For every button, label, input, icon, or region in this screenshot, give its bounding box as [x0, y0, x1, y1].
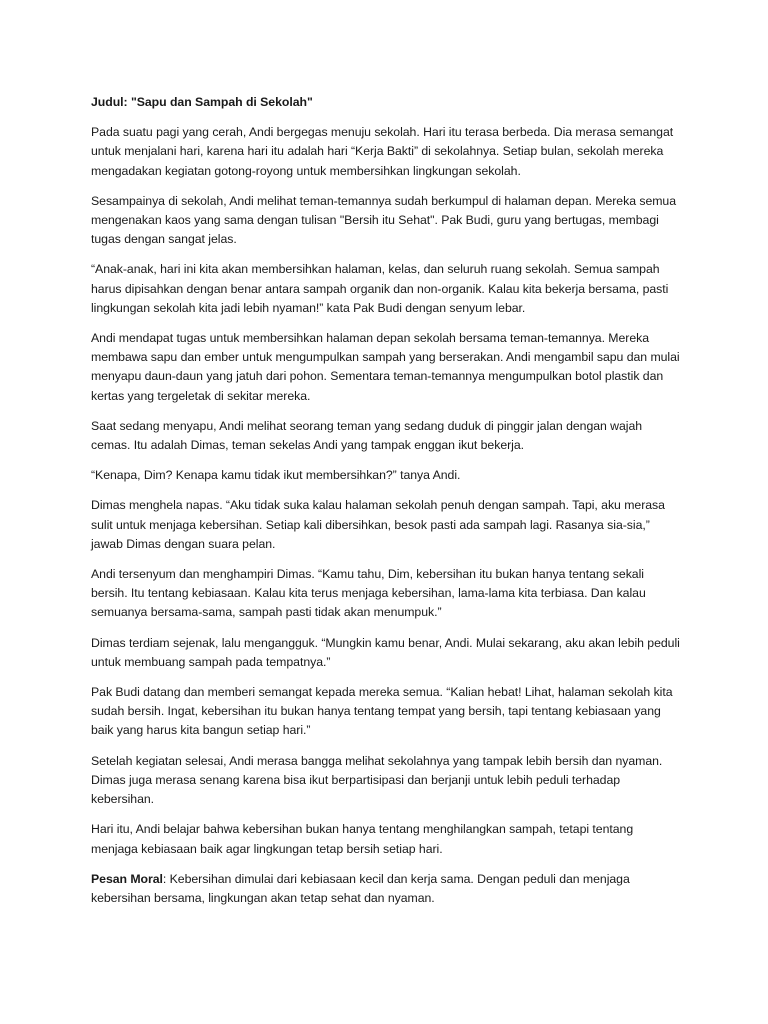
paragraph-12: Hari itu, Andi belajar bahwa kebersihan bukan hanya tentang menghilangkan sampah, tetapi tentang menjaga kebiasaan baik agar lingkungan tetap bersih setiap hari.	[91, 822, 634, 856]
moral-text: : Kebersihan dimulai dari kebiasaan kecil dan kerja sama. Dengan peduli dan menjaga kebersihan bersama, lingkungan akan tetap sehat dan nyaman.	[91, 871, 630, 905]
paragraph-5: Saat sedang menyapu, Andi melihat seorang teman yang sedang duduk di pinggir jalan dengan wajah cemas. Itu adalah Dimas, teman sekelas Andi yang tampak enggan ikut bekerja.	[91, 418, 643, 453]
paragraph-10: Pak Budi datang dan memberi semangat kepada mereka semua. “Kalian hebat! Lihat, halaman sekolah kita sudah bersih. Ingat, kebersihan itu bukan hanya tentang tempat yang bersih, tapi tentang kebiasaan yang baik yang harus kita bangun setiap hari.”	[91, 685, 673, 738]
moral-label: Pesan Moral	[91, 871, 163, 886]
moral-paragraph	[91, 870, 681, 908]
paragraph-1: Pada suatu pagi yang cerah, Andi bergegas menuju sekolah. Hari itu terasa berbeda. Dia merasa semangat untuk menjalani hari, karena hari itu adalah hari “Kerja Bakti” di sekolahnya. Setiap bulan, sekolah mereka mengadakan kegiatan gotong-royong untuk membersihkan lingkungan sekolah.	[91, 125, 674, 178]
paragraph-2: Sesampainya di sekolah, Andi melihat teman-temannya sudah berkumpul di halaman depan. Mereka semua mengenakan kaos yang sama dengan tulisan "Bersih itu Sehat". Pak Budi, guru yang bertugas, membagi tugas dengan sangat jelas.	[91, 193, 677, 247]
paragraph-8: Andi tersenyum dan menghampiri Dimas. “Kamu tahu, Dim, kebersihan itu bukan hanya tentang sekali bersih. Itu tentang kebiasaan. Kalau kita terus menjaga kebersihan, lama-lama kita terbiasa. Dan kalau semuanya bersama-sama, sampah pasti tidak akan menumpuk.”	[91, 567, 646, 620]
paragraph-7: Dimas menghela napas. “Aku tidak suka kalau halaman sekolah penuh dengan sampah. Tapi, aku merasa sulit untuk menjaga kebersihan. Setiap kali dibersihkan, besok pasti ada sampah lagi. Rasanya sia-sia,” jawab Dimas dengan suara pelan.	[91, 498, 665, 551]
paragraph-11: Setelah kegiatan selesai, Andi merasa bangga melihat sekolahnya yang tampak lebih bersih dan nyaman. Dimas juga merasa senang karena bisa ikut berpartisipasi dan berjanji untuk lebih peduli terhadap kebersihan.	[91, 753, 663, 807]
paragraph-4: Andi mendapat tugas untuk membersihkan halaman depan sekolah bersama teman-temannya. Mereka membawa sapu dan ember untuk mengumpulkan sampah yang berserakan. Andi mengambil sapu dan mulai menyapu daun-daun yang jatuh dari pohon. Sementara teman-temannya mengumpulkan botol plastik dan kertas yang tergeletak di sekitar mereka.	[91, 331, 680, 403]
document-body	[91, 93, 681, 919]
paragraph-3: “Anak-anak, hari ini kita akan membersihkan halaman, kelas, dan seluruh ruang sekolah. Semua sampah harus dipisahkan dengan benar antara sampah organik dan non-organik. Kalau kita bekerja bersama, pasti lingkungan sekolah kita jadi lebih nyaman!” kata Pak Budi dengan senyum lebar.	[91, 262, 669, 315]
paragraph-9: Dimas terdiam sejenak, lalu mengangguk. “Mungkin kamu benar, Andi. Mulai sekarang, aku akan lebih peduli untuk membuang sampah pada tempatnya.”	[91, 635, 680, 669]
story-title: Judul: "Sapu dan Sampah di Sekolah"	[91, 95, 313, 109]
paragraph-6: “Kenapa, Dim? Kenapa kamu tidak ikut membersihkan?” tanya Andi.	[91, 468, 461, 483]
